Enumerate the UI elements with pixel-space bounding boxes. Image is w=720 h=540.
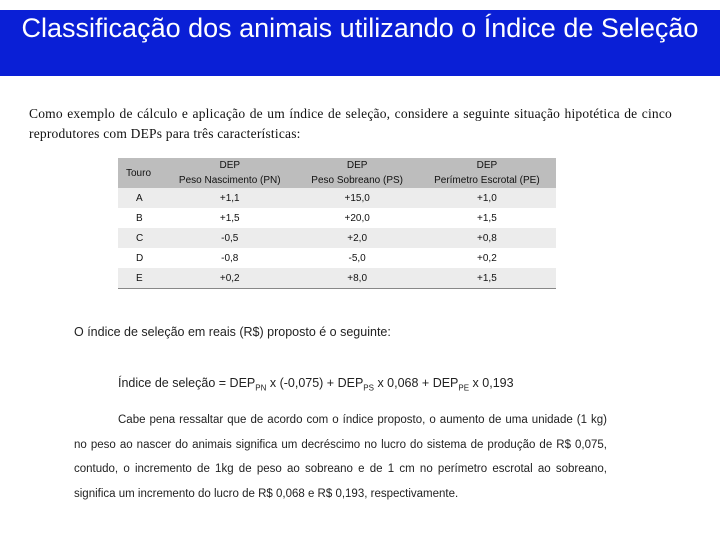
pe-cell: +0,2 [477,252,497,264]
table-row [118,248,556,268]
table-row [118,268,556,289]
pn-cell: +1,5 [219,212,240,224]
pe-cell: +1,0 [477,192,497,204]
header-peso-nascimento: Peso Nascimento (PN) [178,175,281,186]
formula-sub-ps: PS [363,383,374,393]
dep-table-container [118,158,556,289]
pe-cell: +1,5 [477,212,497,224]
pn-cell: -0,5 [221,232,239,244]
touro-cell: C [136,232,144,244]
header-dep-ps: DEP [346,160,368,171]
pn-cell: -0,8 [221,252,239,264]
formula-sub-pn: PN [255,383,267,393]
pe-cell: +0,8 [477,232,497,244]
table-row [118,228,556,248]
header-touro: Touro [126,167,152,179]
header-dep-pn: DEP [219,160,241,171]
header-dep-pe: DEP [476,160,498,171]
formula-sub-pe: PE [458,383,470,393]
section-heading: O índice de seleção em reais (R$) proposto é o seguinte: [74,325,391,339]
formula-prefix: Índice de seleção = DEP [118,376,256,390]
touro-cell: A [136,192,143,204]
header-perimetro-escrotal: Perímetro Escrotal (PE) [434,175,540,186]
ps-cell: +2,0 [347,232,368,244]
header-peso-sobreano: Peso Sobreano (PS) [311,175,403,186]
formula-part-2: x 0,068 + DEP [373,376,459,390]
explanation-paragraph: Cabe pena ressaltar que de acordo com o índice proposto, o aumento de uma unidade (1 kg) no peso ao nascer do animais significa um decréscimo no lucro do sistema de produção de R$ 0,075, contudo, o incremento de 1kg de peso ao sobreano e de 1 cm no perímetro escrotal ao sobreano, significa um incremento do lucro de R$ 0,068 e R$ 0,193, respectivamente. [74,414,607,500]
pn-cell: +0,2 [219,272,240,284]
slide-title: Classificação dos animais utilizando o Índice de Seleção [0,10,720,76]
pn-cell: +1,1 [219,192,240,204]
ps-cell: +20,0 [344,212,370,224]
ps-cell: -5,0 [348,252,366,264]
intro-paragraph: Como exemplo de cálculo e aplicação de um índice de seleção, considere a seguinte situação hipotética de cinco reprodutores com DEPs para três características: [29,106,672,141]
touro-cell: E [136,272,143,284]
formula-part-3: x 0,193 [469,376,514,390]
dep-table [118,158,556,289]
touro-cell: D [136,252,144,264]
table-row [118,188,556,208]
ps-cell: +8,0 [347,272,368,284]
ps-cell: +15,0 [344,192,370,204]
selection-index-formula [118,376,514,393]
pe-cell: +1,5 [477,272,497,284]
table-row [118,208,556,228]
touro-cell: B [136,212,143,224]
formula-part-1: x (-0,075) + DEP [266,376,364,390]
